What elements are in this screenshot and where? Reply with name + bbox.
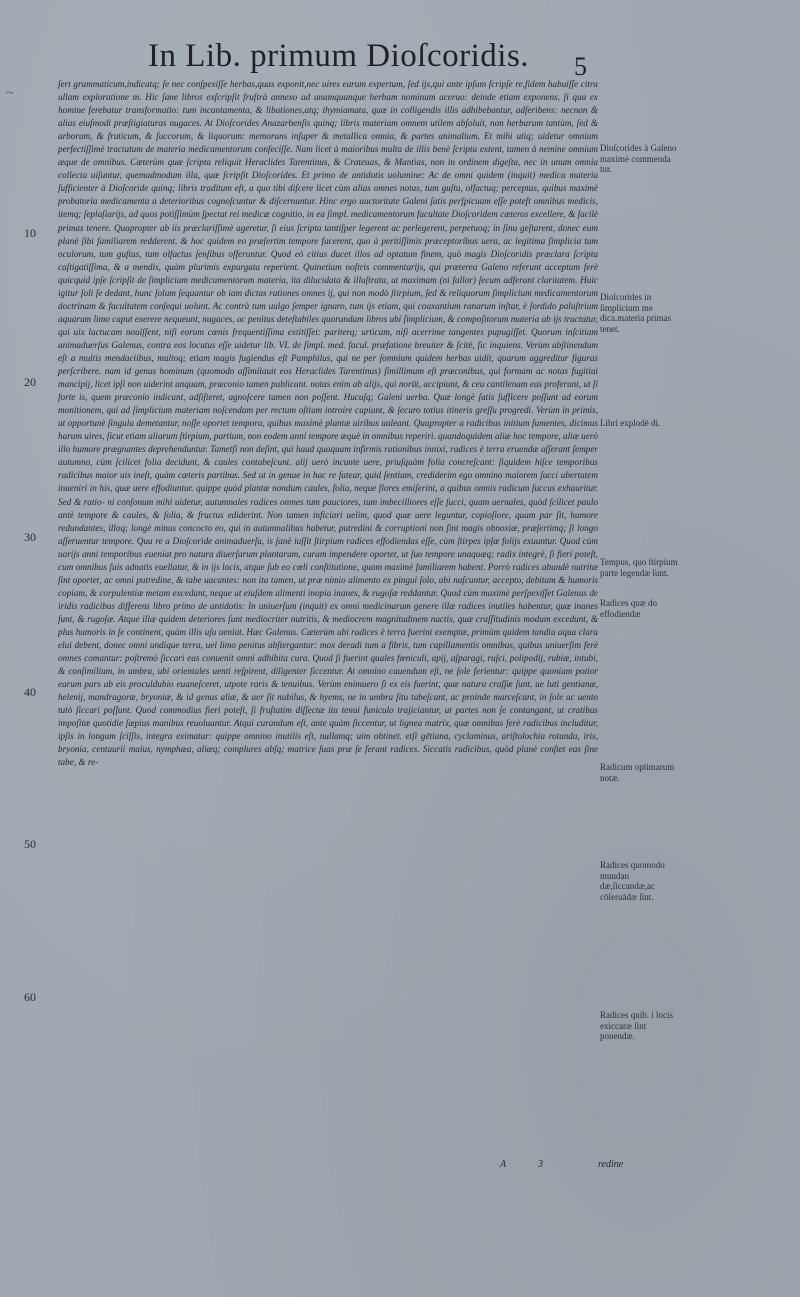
line-number-10: 10 (24, 226, 36, 240)
body-paragraph: ſert grammaticum,indicatq; ſe nec conſpexiſſe herbas,quas exponit,nec uires earum expertum, ſed ijs,qui ante ipſum ſcripſe re,fidem habuiſſe citra ullam exploratione m. Hic ſane libros exſcripſit fruſtrà annexo ad unamquanque herbam nominum aceruo: deinde etiam exponens, ſi qua ex homine ferebatur transformatio: tum incantamenta, & libationes,atq; thymiamata, quæ in colligendis illis adhibebantur, adſeribens: necnon & alias eiuſmodi præſtigiaturas nugaces. At Dioſcorides Anazarbenſis quinq; libris materiam omnem utilem abſoluit, non herbarum tantùm, ſed & arborum, & fruticum, & ſuccorum, & liquorum: memorans inſuper & metallica omnia, & partes animalium. Et mihi utiq; uidetur omnium perfectiſſimè tractatum de materia medicamentorum confeciſſe. Nam licet à maioribus multa de illis benè ſcripta extent, tamen à nemine omnium æque de omnibus. Cæterùm quæ ſcripta reliquit Heraclides Tarentinus, & Crateuas, & Mantias, non in ordinem digeſta, nec in unum omnia collecta uiſuntur, quemadmodum illa, quæ ſcripſit Dioſcorides. Et primo de antidotis uolumine: Ac de omni quidem (inquit) medica materia ſufficienter à Dioſcoride quinq; libris traditum eſt, a quo tibi diſcere licet cùm alias omnes notas, tum guſtu, olfactuq; perceptas, quibus maximè probatoria medicamenta a deterioribus cognoſcuntur & diſcernuntur. Hinc ergo auctoritate Galeni ſatis perſpicuum eſſe poteſt omnibus medicis, itemq; ſeplaſiarijs, ad quos potiſſimùm ſpectat rei medicæ cognitio, in ea ſimpl. medicamentorum facultate Dioſcoridem cæteros excellere, & facilè primas tenere. Quapropter ab iis præclariſſimè ageretur, ſi eius ſcripta tantiſper legerent ac perlegerent, perpetuoq; in ſinu geſtarent, donec eum planè ſibi familiarem redderent. & hoc quidem eo præſertim tempore facerent, quo à peritiſſimis præceptoribus uera, ac legitima ſimplicia tum oculorum, tum guſtus, tum olfactus ſenſibus offeruntur. Quod eò citius ducet illos ad optatum finem, quò magis Dioſcoridis præclara ſcripta caſtigatiſſima, & a mendis, quàm plurimis expurgata reperient. Quinetiam noſtris commentarijs, qui præterea Galeno referunt acceptum ferè quicquid ipſe ſcripſit de ſimplicium medicamentorum materia, ita dilucidata & illuſtrata, ut maximam (ni fallor) ſecum adferant claritatem. Huic igitur ſoli ſe dedant, hunc ſolum ſequantur ob iam dictas rationes omnes ij, qui non modò ſtirpium, ſed & reliquorum ſimplicium medicamentorum doctrinam & facultatem conſequi uolunt. Ac contrà tum uulgo ſemper ignaro, tum ijs etiam, qui coaxantium ranarum inſtar, è ſordido paluſtrium aquarum limo caput exerere nequeunt, nugaces, ac penitus deteſtabiles quorundam libros ubi ſimplicium, & compoſitorum materia ab ijs tractatur, qui uix lactucam nouiſſent, niſi eorum cœnis frequentiſſima extitiſſet: pariterq; urticam, niſi acerrime tangentes pupugiſſet. Quorum inſcitiam animaduerſus Galenus, contra eos locutus eſſe uidetur lib. VI. de ſimpl. med. facul. præfatione breuiter & ſcitè, ſic inquiens. Verùm abſtinendum eſt a multis mendaciibus, multoq; etiam magis fugiendus eſt Pamphilus, qui ne per ſomnium quidem herbas uidit, quarum aggreditur figuras perſcribere. nam id genus hominum (quomodo aſſimilauit eos Heraclides Tarentinus) ſimillimum eſt præconibus, qui formam ac notas fugitiui mancipij, licet ipſi non uiderint unquam, præconio tamen publicant. notas enim ab alijs, qui norūt, accipiunt, & ceu cantilenam eas proferunt, ut ſi forte is, quem præconio indicant, adſiſteret, agnoſcere tamen non poſſent. Hucuſq; Galeni uerba. Quæ longè ſatis ſufficere poſſunt ad eorum monitionem, qui ad ſimplicium materiam noſcendam per rectum oſtium introire cupiunt, & ſecuro totius itineris greſſu progredi. Verùm in primis, ut opportunè ſingula demetantur, noſſe oportet tempora, quibus maximè plantæ uiribus ualeant. Quapropter a radicibus initium ſumentes, dicimus harum uires, ſicut etiam aliarum ſtirpium, partium, non eodem anni tempore æquè in omnibus reperiri. quandoquidem aliæ hoc tempore, aliæ uerò illo humore prægnantes deprehenduntur. Tametſi non deſint, qui haud quaquam infirmis rationibus innixi, radices è terra eruendæ aſſerant ſemper autumno, cùm ſcilicet folia decidunt, & caules contabeſcunt. alij uerò incunte uere, priuſquàm folia concreſcant: ſiquidem hiſce temporibus radicibus maior uis ineſt, quàm cæteris partibus. Sed ut in genue in hac re fatear, quid ſentiam, crediderim ego omnino maiorem ſucci ubertatem inueniri in his, quæ uere effodiuntur. quippe quòd plantæ nondum caules, folia, neque flores emiſerint, a quibus omnis radicum ſuccus exhauritur. Sed & ratio- ni conſonum mihi uidetur, autumnales radices omnes tum pauciores, tum imbecilliores eſſe ſucci, quam uernales, quòd ſcilicet paulo antè tempore & caules, & folia, & fructus ediderint. Non tamen inficiari uelim, quod quæ uere leguntur, copioſiore, quam par ſit, humore redundantes, illoq; longè minus concocto eo, qui in autumnalibus habetur, putredini & corruptioni non ſint magis obnoxiæ, præſertimq; ſi longo aſſeruentur tempore. Qua re a Dioſcoride animaduerſa, is ſanè iuſſit ſtirpium radices effodiendas eſſe, cùm ſtirpes ipſæ folijs exuuntur. Quod cùm uarijs anni temporibus eueniat pro natura diuerſarum plantarum, curam impendere oportet, ut ſuo tempore unaquæq; radix integrè, ſi fieri poteſt, cum omnibus ſuis adnatis euellatur, & in ijs locis, atque ſub eo cœli conſtitutione, quam maximè familiarem habent. Porrò radices abundè nutritæ ſint oportet, ac omni putredine, & tabe uacantes: non ita tamen, ut præ nimio alimento ex pingui ſolo, ubi naſcuntur, accepto, debitam & humoris copiam, & corpulentiæ metam excedant, neque ut eiuſdem alimenti inopia inanes, & rugoſæ reddantur. Quod cùm maximè perſpexiſſet Galenus de iridis radicibus differens libro primo de antidotis: In uniuerſum (inquit) ex omni medicinarum genere illæ radices inutiles habentur, quæ inanes ſunt, & rugoſæ. Atque illæ quidem deteriores ſunt mediocriter nutritis, & mediocrem magnitudinem nactis, quæ craſſitudinis modum excedunt, & plus humoris in ſe continent, quàm illis uſu ueniat. Hæc Galenus. Cæterùm ubi radices è terra fuerint exemptæ, primùm quidem tandiu aqua clara elui debent, donec omni undique terra, uel limo penitus abſtergantur: mox deradi tum a fibris, tum capillamentis omnibus, quibus uniuerſim ferè omnes comantur: poſtremò ſiccari eas conuenit omni adhibita cura. Quod ſi fuerint quales fœniculi, apij, aſparagi, ruſci, polipodij, rubiæ, intubi, & conſimilium, in umbra, ubi orientales uenti reſpirent, diligenter ſiccentur. At omnino cauendum eſt, ne ſole ferientur: quippe quoniam potior earum pars ab eis proculdubio euaneſceret, utpote raris & tenuibus. Verùm enimuero ſi ex eis fuerint, quæ natura craſſæ ſunt, ue luti gentianæ, helenij, mandragoræ, bryoniæ, & id genus aliæ, & aer ſit nubilus, & hyems, ne in umbra ſitu tabeſcant, ac proinde marceſcant, in ſole ac uento tutò ſiccari poſſunt. Quod commodius fieri poteſt, ſi fruſtatim diſſectæ ita tenui funiculo trajiciantur, ut partes non ſe contangant, ut cratibus impoſitæ quotidie ſæpius manibus reuoluantur. Atqui curandum eſt, ante quàm ſiccentur, ut lignea matrix, quæ omnibus ferè radicibus includitur, ipſis in longum ſciſſis, integra eximatur: quippe omnino inutilis eſt, nullamq; uim obtinet. etſi gētiana, cyclaminus, ariſtolochia rotunda, iris, bryonia, centaurii maius, nymphæa, aliæq; complures abſq; matrice ſuas præ ſe ferant radices. Siccatis radicibus, quòd planè conſtet eas ſine tabe, & re- (58, 79, 598, 768)
line-number-50: 50 (24, 837, 36, 851)
margin-note: Libri explodē di. (600, 418, 661, 428)
margin-note: Radicum optimarum notæ. (600, 762, 675, 783)
margin-note: Radices quæ do effodiendæ (600, 598, 657, 619)
signature-mark: A (500, 1159, 507, 1170)
line-number-30: 30 (24, 530, 36, 544)
margin-note: Tempus, quo ſtirpium parte legendæ ſunt. (600, 557, 678, 578)
margin-note: Dioſcorides in ſimplicium me dica.materia primas tenet. (600, 292, 671, 334)
line-number-20: 20 (24, 375, 36, 389)
running-head: In Lib. primum Dioſcoridis. (148, 38, 530, 74)
margin-note: Radices quomodo mundan dæ,ſiccandæ,ac cōſeruādæ ſint. (600, 860, 665, 902)
line-number-40: 40 (24, 685, 36, 699)
margin-note: Dioſcorides à Galeno maximè commenda tur. (600, 143, 677, 174)
signature-number: 3 (538, 1159, 543, 1170)
body-text (58, 78, 598, 769)
page-number: 5 (574, 52, 587, 81)
line-number-60: 60 (24, 990, 36, 1004)
marginal-mark: ~ (6, 86, 14, 101)
margin-note: Radices quib. i locis exiccaræ ſint ponendæ. (600, 1010, 673, 1041)
catchword: redine (598, 1159, 624, 1170)
